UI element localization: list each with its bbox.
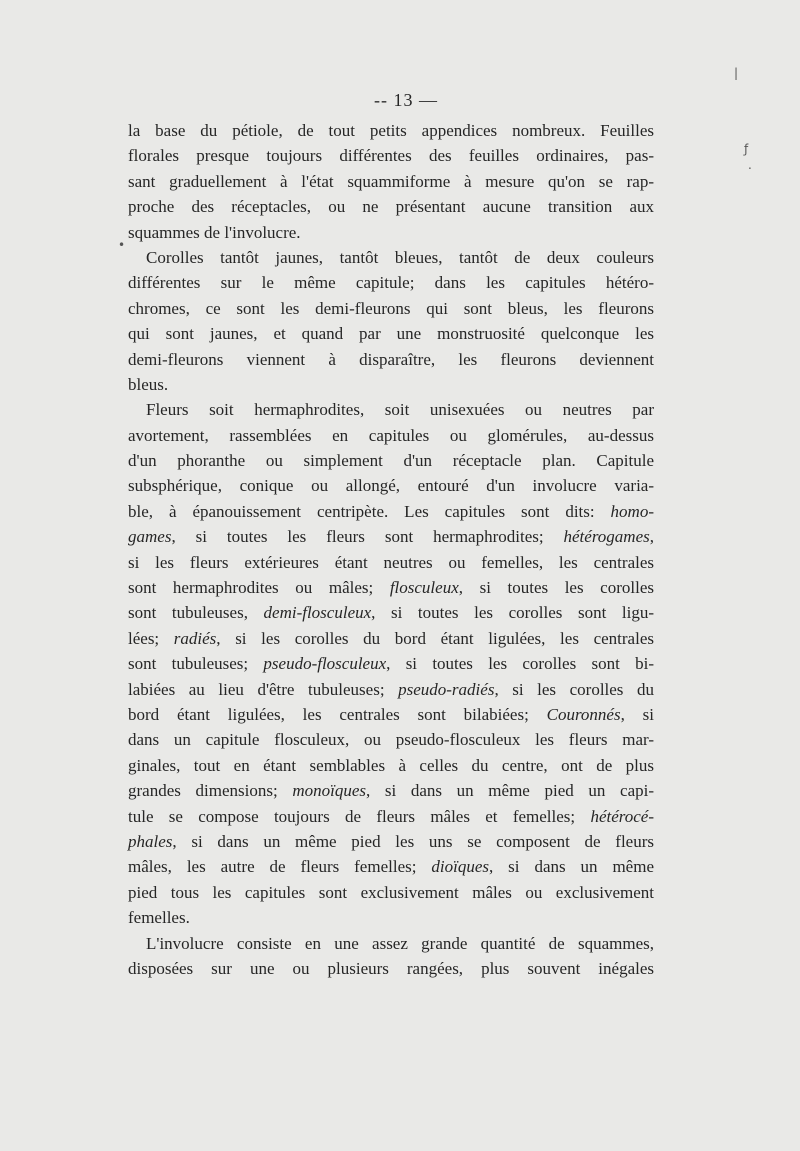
text-line [128, 423, 654, 448]
text-segment: , si [620, 704, 654, 724]
text-line [128, 905, 654, 930]
text-segment: bleus. [128, 374, 169, 394]
text-line [128, 143, 654, 168]
text-segment: , si toutes les corolles [458, 578, 654, 598]
text-segment: qui sont jaunes, et quand par une monstruosité quelconque les [128, 324, 654, 344]
text-line [128, 931, 654, 956]
italic-term: phales [128, 831, 173, 851]
text-segment: la base du pétiole, de tout petits appendices nombreux. Feuilles [128, 121, 654, 140]
margin-mark: ƒ [744, 142, 749, 156]
text-line [128, 194, 654, 219]
text-line [128, 372, 654, 397]
text-segment: grandes dimensions; [128, 781, 293, 801]
text-segment: , si dans un même [489, 857, 654, 877]
text-segment: d'un phoranthe ou simplement d'un réceptacle plan. Capitule [128, 451, 654, 471]
text-line [128, 880, 654, 905]
text-segment: tule se compose toujours de fleurs mâles et femelles; [128, 806, 591, 826]
text-line [128, 956, 654, 981]
text-line [128, 499, 654, 524]
italic-term: demi-flosculeux [263, 603, 372, 623]
text-segment: ble, à épanouissement centripète. Les capitules sont dits: [128, 501, 611, 521]
text-segment: ginales, tout en étant semblables à celles du centre, ont de plus [128, 755, 654, 775]
text-line [128, 296, 654, 321]
text-line [128, 600, 654, 625]
text-segment: , si toutes les corolles sont bi- [386, 654, 654, 674]
text-segment: Corolles tantôt jaunes, tantôt bleues, tantôt de deux couleurs [146, 247, 654, 267]
italic-term: hétérocé- [590, 806, 654, 826]
text-segment: proche des réceptacles, ou ne présentant aucune transition aux [128, 197, 654, 217]
page-number: -- 13 — [374, 90, 438, 110]
text-segment: , si dans un même pied les uns se composent de fleurs [172, 831, 654, 851]
margin-mark: | [734, 66, 739, 80]
text-segment: disposées sur une ou plusieurs rangées, plus souvent inégales [128, 958, 654, 978]
text-segment: , si toutes les corolles sont ligu- [371, 603, 655, 623]
body-text [128, 118, 654, 981]
text-line [128, 118, 654, 143]
text-segment: squammes de l'involucre. [128, 222, 301, 242]
text-line [128, 347, 654, 372]
text-segment: labiées au lieu d'être tubuleuses; [128, 679, 399, 699]
text-segment: , [649, 527, 654, 547]
text-line [128, 677, 654, 702]
text-segment: bord étant ligulées, les centrales sont bilabiées; [128, 704, 547, 724]
text-line [128, 753, 654, 778]
text-segment: lées; [128, 628, 174, 648]
italic-term: games [128, 527, 172, 547]
text-segment: , si les corolles du bord étant ligulées, les centrales [216, 628, 654, 648]
italic-term: hétérogames [563, 527, 650, 547]
text-segment: , si toutes les fleurs sont hermaphrodites; [171, 527, 564, 547]
text-line [128, 702, 654, 727]
text-segment: demi-fleurons viennent à disparaître, les fleurons deviennent [128, 349, 654, 369]
text-segment: chromes, ce sont les demi-fleurons qui sont bleus, les fleurons [128, 298, 654, 318]
italic-term: dioïques [431, 857, 489, 877]
text-segment: pied tous les capitules sont exclusivement mâles ou exclusivement [128, 882, 654, 902]
margin-mark: . [748, 158, 752, 172]
text-segment: sont hermaphrodites ou mâles; [128, 578, 390, 598]
text-line [128, 550, 654, 575]
text-line [128, 473, 654, 498]
text-line [128, 626, 654, 651]
text-segment: sont tubuleuses; [128, 654, 264, 674]
text-segment: différentes sur le même capitule; dans les capitules hétéro- [128, 273, 654, 293]
text-line [128, 397, 654, 422]
text-segment: Fleurs soit hermaphrodites, soit unisexuées ou neutres par [146, 400, 654, 420]
text-segment: sont tubuleuses, [128, 603, 264, 623]
text-line [128, 270, 654, 295]
text-line [128, 245, 654, 270]
text-segment: florales presque toujours différentes des feuilles ordinaires, pas- [128, 146, 654, 166]
text-segment: mâles, les autre de fleurs femelles; [128, 857, 432, 877]
text-line [128, 778, 654, 803]
text-line [128, 220, 654, 245]
text-line [128, 651, 654, 676]
italic-term: Couronnés [546, 704, 621, 724]
italic-term: flosculeux [389, 578, 459, 598]
italic-term: monoïques [292, 781, 366, 801]
text-segment: , si dans un même pied un capi- [366, 781, 655, 801]
text-line [128, 854, 654, 879]
text-segment: sant graduellement à l'état squammiforme à mesure qu'on se rap- [128, 171, 654, 191]
italic-term: radiés [173, 628, 217, 648]
text-segment: si les fleurs extérieures étant neutres ou femelles, les centrales [128, 552, 654, 572]
text-line [128, 448, 654, 473]
text-segment: avortement, rassemblées en capitules ou glomérules, au-dessus [128, 425, 654, 445]
text-line [128, 169, 654, 194]
text-segment: L'involucre consiste en une assez grande quantité de squammes, [146, 933, 654, 953]
text-line [128, 804, 654, 829]
text-line [128, 524, 654, 549]
text-segment: subsphérique, conique ou allongé, entouré d'un involucre varia- [128, 476, 654, 496]
italic-term: pseudo-radiés [398, 679, 495, 699]
margin-mark: • [118, 238, 126, 252]
text-line [128, 829, 654, 854]
text-segment: femelles. [128, 908, 190, 928]
text-segment: , si les corolles du [494, 679, 654, 699]
text-line [128, 575, 654, 600]
italic-term: homo- [610, 501, 654, 521]
text-line [128, 727, 654, 752]
text-segment: dans un capitule flosculeux, ou pseudo-flosculeux les fleurs mar- [128, 730, 654, 750]
italic-term: pseudo-flosculeux [263, 654, 387, 674]
text-line [128, 321, 654, 346]
